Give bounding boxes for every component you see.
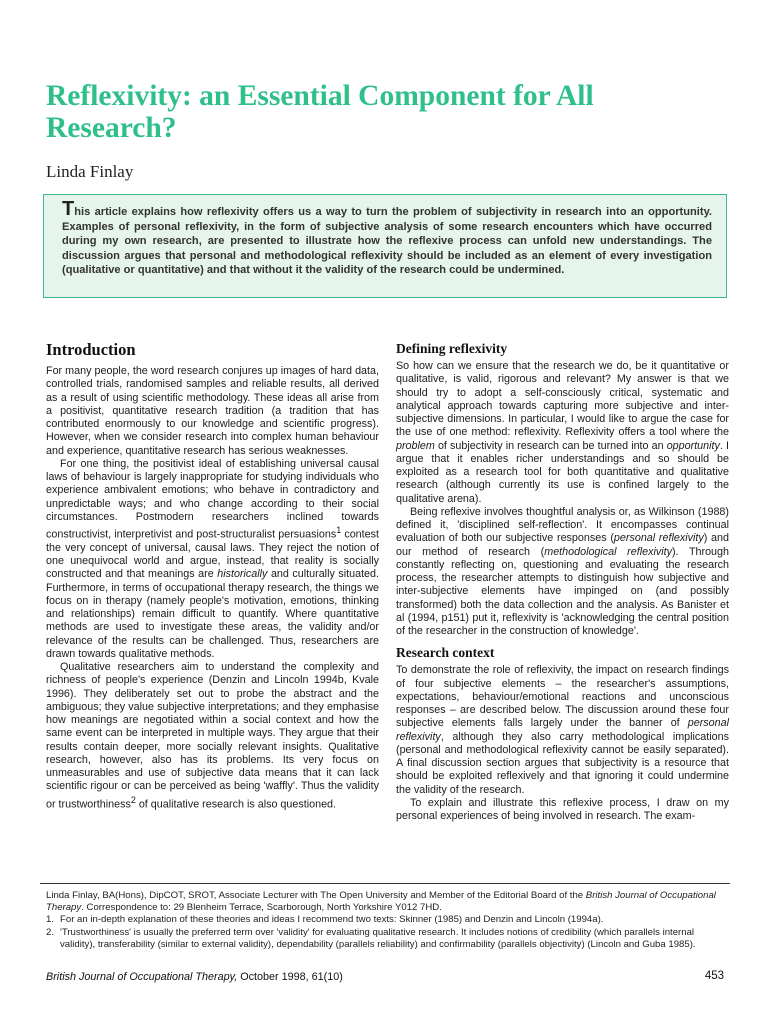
- defining-p1-italic-1: problem: [396, 439, 435, 452]
- intro-p3-part-a: Qualitative researchers aim to understand the complexity and richness of people's experience (Denzin and Lincoln 1994b, Kvale 1996). They deliberately set out to probe the abstract and the ambiguous; they value subjective interpretations; and they emphasise how meanings are negotiated within a social context and how the same event can be interpreted in multiple ways. They argue that their results contain deeper, more socially relevant insights. Qualitative research, however, also has its problems. Its very focus on unmeasurables and use of subjective data means that it can lack scientific rigour or can be perceived as being 'waffly'. Thus the validity or trustworthiness: [46, 661, 379, 811]
- research-context-heading: Research context: [396, 645, 495, 661]
- abstract-dropcap: T: [62, 198, 75, 220]
- journal-name: British Journal of Occupational Therapy,: [46, 971, 238, 983]
- footnote-1-text: For an in-depth explanation of these theories and ideas I recommend two texts: Skinner (1985) and Denzin and Lincoln (1994a).: [60, 914, 604, 926]
- defining-paragraph-2: [396, 506, 729, 639]
- intro-p2-part-a: For one thing, the positivist ideal of establishing universal causal laws of behaviour is largely inappropriate for studying individuals who experience ambivalent emotions; who behave in contradictory and unpredictable ways; and who change according to their social circumstances. Postmodern researchers inclined towards constructivist, interpretivist and post-structuralist persuasions: [46, 457, 379, 541]
- context-p1-italic: personal reflexivity: [396, 717, 729, 743]
- defining-p1-italic-2: opportunity: [666, 439, 720, 452]
- defining-p1-part-c: . I argue that it enables richer understandings and so should be exploited as a research tool for both quantitative and qualitative research (although currently its use is confined largely to the qualitative arena).: [396, 439, 729, 505]
- defining-p2-italic-2: methodological reflexivity: [544, 545, 672, 558]
- footnotes: [46, 890, 730, 951]
- context-paragraph-1: [396, 664, 729, 797]
- intro-p2-part-c: and culturally situated. Furthermore, in terms of occupational therapy research, the things we focus on in therapy (namely people's motivation, emotions, thinking and relationships) remain difficult to quantify. Where quantitative methods are used to investigate these areas, the validity and/or relevance of the results can be challenged. Thus, researchers are drawn towards qualitative methods.: [46, 568, 379, 660]
- article-title: Reflexivity: an Essential Component for All Research?: [46, 80, 594, 144]
- context-paragraph-2: To explain and illustrate this reflexive process, I draw on my personal experiences of being involved in research. The exam-: [396, 796, 729, 822]
- defining-paragraph-1: [396, 360, 729, 506]
- intro-paragraph-1: For many people, the word research conjures up images of hard data, controlled trials, randomised samples and reliable results, all derived as a result of using scientific methodology. These ideas all arise from a positivist, quantitative research tradition (a tradition that has contributed enormously to our knowledge and scientific progress). However, when we consider research into complex human behaviour and experience, quantitative research has serious weaknesses.: [46, 365, 379, 457]
- defining-p2-part-b: ) and our method of research (: [396, 532, 729, 558]
- footnote-2: [46, 927, 730, 951]
- intro-paragraph-2: [46, 458, 379, 661]
- defining-p2-italic-1: personal reflexivity: [613, 532, 704, 545]
- footnote-2-number: 2.: [46, 926, 55, 938]
- footnote-2-text: 'Trustworthiness' is usually the preferred term over 'validity' for evaluating qualitative research. It includes notions of credibility (which parallels internal validity), transferability (similar to external validity), dependability (parallels reliability) and confirmability (parallels objectivity) (Lincoln and Guba 1985).: [60, 926, 696, 950]
- intro-p2-italic: historically: [217, 568, 268, 581]
- introduction-heading: Introduction: [46, 340, 136, 359]
- intro-p3-part-b: of qualitative research is also questioned.: [135, 798, 337, 811]
- footnote-1: [46, 914, 730, 926]
- defining-reflexivity-heading: Defining reflexivity: [396, 341, 508, 356]
- right-column: [396, 340, 729, 823]
- author-footnote-part-a: Linda Finlay, BA(Hons), DipCOT, SROT, Associate Lecturer with The Open University and Member of the Editorial Board of the: [46, 890, 586, 901]
- footnote-divider: [40, 883, 730, 884]
- author-name: Linda Finlay: [46, 162, 134, 181]
- left-column: [46, 340, 379, 811]
- footnote-1-number: 1.: [46, 914, 55, 926]
- author-footnote-journal: British Journal of Occupational Therapy: [46, 890, 716, 914]
- journal-citation: [46, 971, 343, 983]
- intro-p2-part-b: contest the very concept of universal, causal laws. They reject the notion of one unequivocal world and argue, instead, that reality is socially constructed and that meanings are: [46, 528, 379, 581]
- author-footnote: [46, 890, 730, 914]
- author-footnote-part-b: . Correspondence to: 29 Blenheim Terrace, Scarborough, North Yorkshire Y012 7HD.: [81, 902, 442, 914]
- defining-p2-part-c: ). Through constantly reflecting on, questioning and evaluating the research process, the researcher attempts to distinguish how subjective and inter-subjective elements have impinged on (and possibly transformed) both the data collection and the analysis. As Banister et al (1994, p151) put it, reflexivity is 'acknowledging the central position of the researcher in the construction of knowledge'.: [396, 545, 729, 637]
- context-p1-part-b: , although they also carry methodological implications (personal and methodological reflexivity cannot be easily separated). A final discussion section argues that subjectivity is a resource that should be exploited reflexively and that ignoring it could undermine the validity of the research.: [396, 730, 729, 796]
- defining-p1-part-b: of subjectivity in research can be turned into an: [434, 439, 667, 452]
- footnote-ref-1: 1: [336, 525, 342, 535]
- defining-p2-part-a: Being reflexive involves thoughtful analysis or, as Wilkinson (1988) defined it, 'disciplined self-reflection'. It encompasses continual evaluation of both our subjective responses (: [396, 505, 729, 545]
- defining-p1-part-a: So how can we ensure that the research we do, be it quantitative or qualitative, is valid, rigorous and relevant? My answer is that we should try to adopt a self-consciously critical, systematic and analytical approach towards capturing more subjective and inter-subjective dimensions. In particular, I would like to argue the case for the use of one method: reflexivity. Reflexivity offers a tool where the: [396, 360, 729, 439]
- intro-paragraph-3: [46, 661, 379, 811]
- context-p1-part-a: To demonstrate the role of reflexivity, the impact on research findings of four subjective elements – the researcher's assumptions, expectations, behaviour/emotional reactions and unconscious responses – are described below. The discussion around these four subjective elements falls largely under the banner of: [396, 664, 729, 730]
- footnote-ref-2: 2: [130, 794, 136, 805]
- abstract-text: his article explains how reflexivity offers us a way to turn the problem of subjectivity in research into an opportunity. Examples of personal reflexivity, in the form of subjective analysis of some research encounters which have occurred during my own research, are presented to illustrate how the reflexive process can unfold new understandings. The discussion argues that personal and methodological reflexivity should be included as an element of every investigation (qualitative or quantitative) and that without it the validity of the research could be undermined.: [62, 206, 712, 277]
- page-number: 453: [704, 970, 724, 982]
- abstract-box: [43, 194, 727, 298]
- journal-issue: October 1998, 61(10): [237, 971, 343, 983]
